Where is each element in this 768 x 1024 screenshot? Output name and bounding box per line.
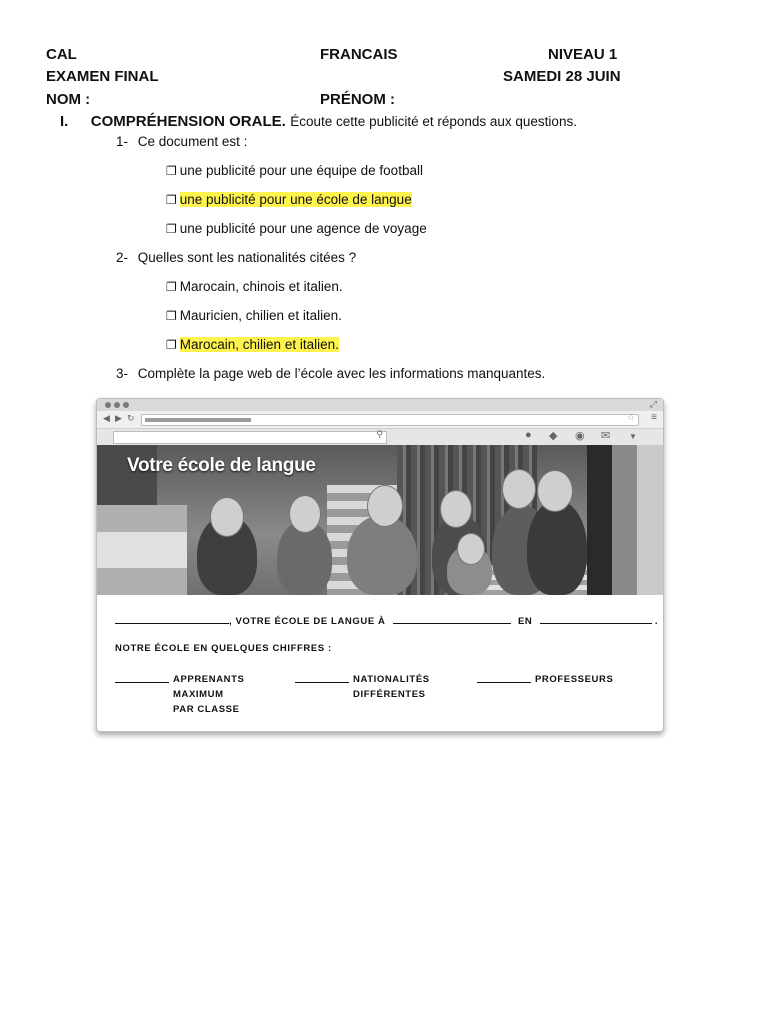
checkbox-icon[interactable]: ❐ xyxy=(166,193,177,207)
checkbox-icon[interactable]: ❐ xyxy=(166,222,177,236)
expand-icon: ⤢ xyxy=(649,399,657,409)
form-line-1 xyxy=(115,615,658,627)
option-text-highlighted: une publicité pour une école de langue xyxy=(179,192,412,207)
window-dot-icon xyxy=(114,402,120,408)
student-face xyxy=(440,490,472,528)
question-number: 3- xyxy=(116,366,129,381)
section-title: COMPRÉHENSION ORALE. xyxy=(90,113,286,130)
window-dot-icon xyxy=(123,402,129,408)
blank-line xyxy=(115,615,229,624)
reload-icon: ↻ xyxy=(127,413,135,423)
hero-title: Votre école de langue xyxy=(127,455,316,476)
blank-line xyxy=(477,674,531,683)
checkbox-icon[interactable]: ❐ xyxy=(166,338,177,352)
form-col-3-label: PROFESSEURS xyxy=(535,674,614,685)
student-face xyxy=(289,495,321,533)
option-text: une publicité pour une équipe de football xyxy=(179,163,423,178)
option-text-highlighted: Marocain, chilien et italien. xyxy=(179,337,339,352)
question-number: 2- xyxy=(116,250,129,265)
flag-germany xyxy=(587,445,663,595)
flag-spain xyxy=(97,505,187,595)
menu-icon: ≡ xyxy=(651,412,657,423)
address-placeholder xyxy=(145,418,251,422)
browser-toolbar xyxy=(97,429,663,445)
student-face xyxy=(367,485,403,527)
form-col-3 xyxy=(477,674,531,686)
blank-line xyxy=(115,674,169,683)
option-2b[interactable] xyxy=(166,308,342,323)
student xyxy=(527,500,587,595)
star-icon: ☆ xyxy=(626,412,635,422)
form-col-1-label: PAR CLASSE xyxy=(173,704,240,715)
chat-icon: ◆ xyxy=(549,430,558,442)
form-col-2-label: DIFFÉRENTES xyxy=(353,689,426,700)
option-text: Marocain, chinois et italien. xyxy=(179,279,343,294)
student-face xyxy=(210,497,244,537)
browser-navbar xyxy=(97,411,663,429)
search-box xyxy=(113,431,387,444)
question-1 xyxy=(116,134,247,149)
option-1c[interactable] xyxy=(166,221,427,236)
hero-photo xyxy=(97,445,663,595)
browser-illustration xyxy=(96,398,664,732)
web-form xyxy=(97,595,663,731)
question-text: Quelles sont les nationalités citées ? xyxy=(137,250,357,265)
question-text: Complète la page web de l’école avec les informations manquantes. xyxy=(137,366,546,381)
forward-arrow-icon: ▶ xyxy=(115,413,122,423)
globe-icon: ◉ xyxy=(575,430,585,442)
back-arrow-icon: ◀ xyxy=(103,413,110,423)
form-col-1-label: MAXIMUM xyxy=(173,689,224,700)
option-text: Mauricien, chilien et italien. xyxy=(179,308,342,323)
student-face xyxy=(502,469,536,509)
mail-icon: ✉ xyxy=(601,430,611,442)
form-col-1-label: APPRENANTS xyxy=(173,674,245,685)
form-col-2-label: NATIONALITÉS xyxy=(353,674,430,685)
blank-line xyxy=(393,615,511,624)
name-label: NOM : xyxy=(46,91,91,108)
student-face xyxy=(457,533,485,565)
form-col-2 xyxy=(295,674,349,686)
checkbox-icon[interactable]: ❐ xyxy=(166,164,177,178)
exam-date: SAMEDI 28 JUIN xyxy=(503,68,621,85)
option-text: une publicité pour une agence de voyage xyxy=(179,221,427,236)
option-2c[interactable] xyxy=(166,337,339,352)
student-face xyxy=(537,470,573,512)
student xyxy=(347,515,417,595)
blank-line xyxy=(540,615,652,624)
section-heading xyxy=(60,113,577,131)
form-text: . xyxy=(654,616,659,627)
question-3 xyxy=(116,366,545,381)
checkbox-icon[interactable]: ❐ xyxy=(166,280,177,294)
blank-line xyxy=(295,674,349,683)
address-bar xyxy=(141,414,639,426)
section-number: I. xyxy=(60,113,69,130)
form-col-1 xyxy=(115,674,169,686)
option-2a[interactable] xyxy=(166,279,343,294)
window-dot-icon xyxy=(105,402,111,408)
search-icon: ⚲ xyxy=(376,429,383,439)
question-number: 1- xyxy=(116,134,129,149)
section-instruction: Écoute cette publicité et réponds aux questions. xyxy=(290,114,577,129)
form-text: EN xyxy=(517,616,533,627)
question-text: Ce document est : xyxy=(137,134,248,149)
subject: FRANCAIS xyxy=(320,46,398,63)
school-name: CAL xyxy=(46,46,77,63)
user-icon: ● xyxy=(525,429,532,441)
browser-titlebar xyxy=(97,399,663,411)
dropdown-icon: ▼ xyxy=(629,432,637,441)
question-2 xyxy=(116,250,356,265)
exam-title: EXAMEN FINAL xyxy=(46,68,159,85)
checkbox-icon[interactable]: ❐ xyxy=(166,309,177,323)
level: NIVEAU 1 xyxy=(548,46,618,63)
firstname-label: PRÉNOM : xyxy=(320,91,395,108)
form-line-2: NOTRE ÉCOLE EN QUELQUES CHIFFRES : xyxy=(115,643,332,654)
option-1b[interactable] xyxy=(166,192,412,207)
option-1a[interactable] xyxy=(166,163,423,178)
form-text: , VOTRE ÉCOLE DE LANGUE À xyxy=(229,616,386,627)
